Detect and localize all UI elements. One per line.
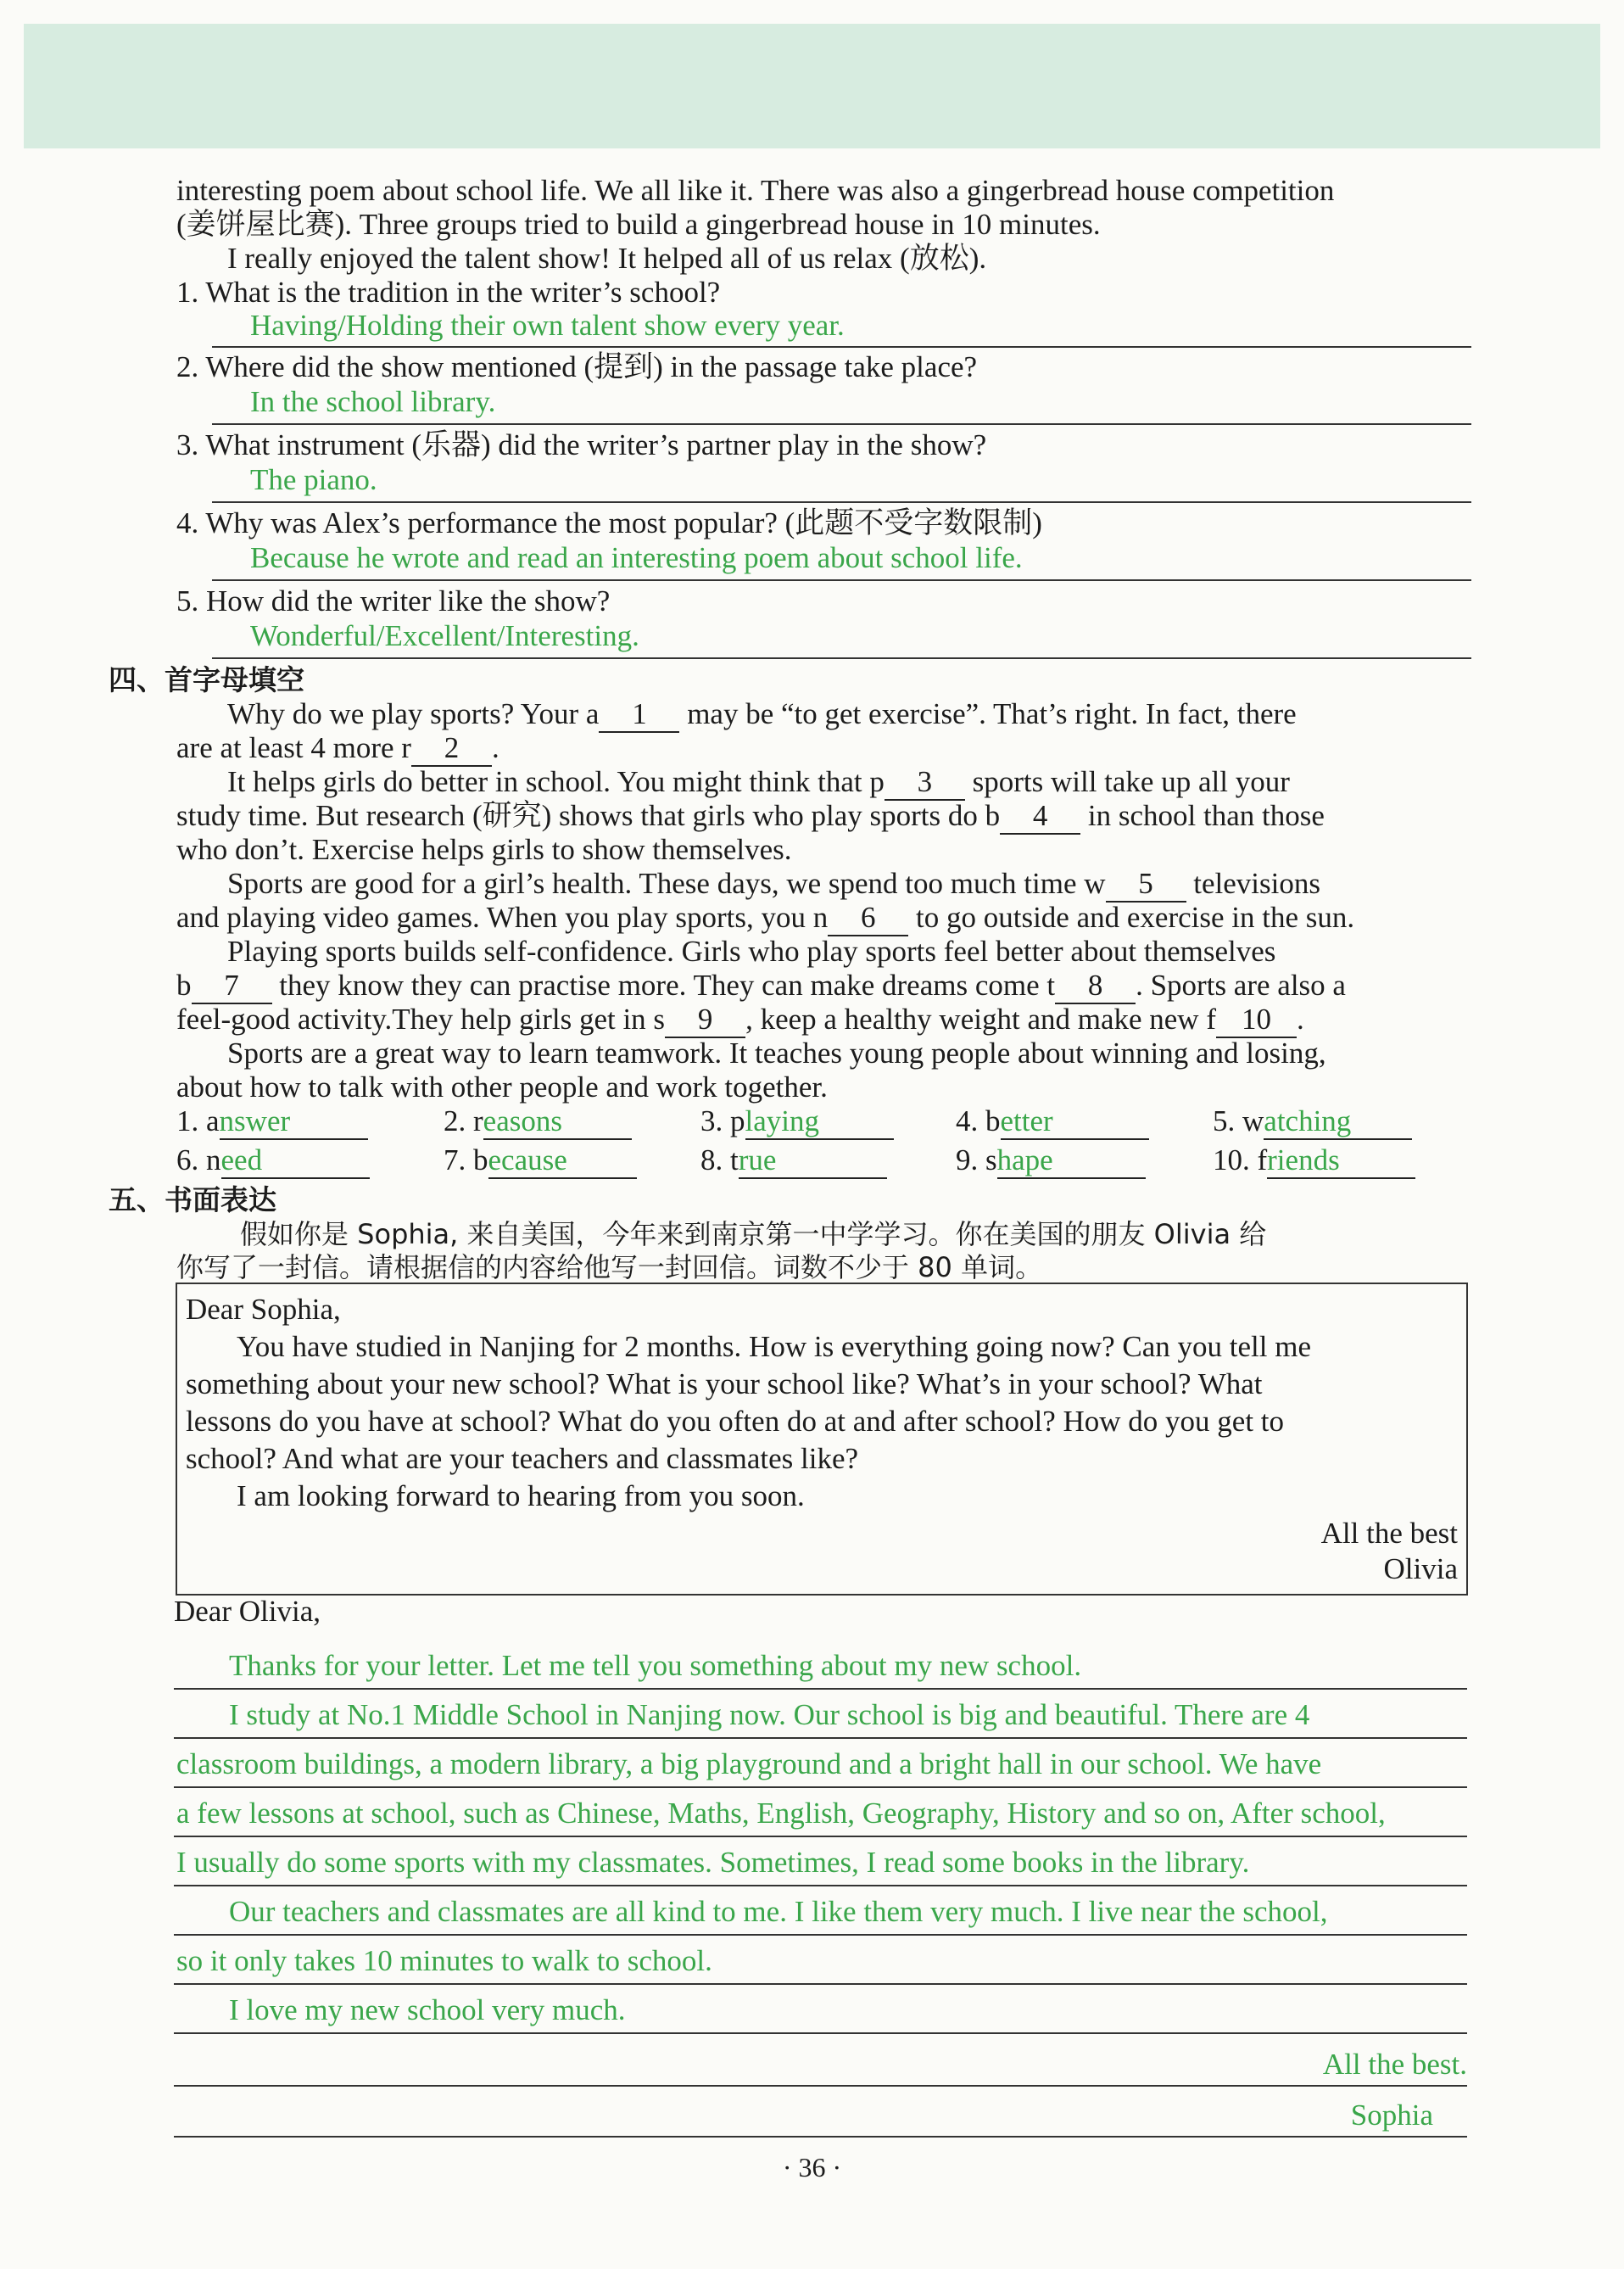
section-5-title: 五、书面表达 — [109, 1183, 276, 1216]
passage-line: (姜饼屋比赛). Three groups tried to build a gingerbread house in 10 minutes. — [176, 208, 1101, 241]
cloze-answer: 5. watching — [1213, 1104, 1412, 1140]
question-2: 2. Where did the show mentioned (提到) in the passage take place? — [176, 350, 978, 383]
writing-rule — [174, 2032, 1467, 2034]
writing-rule — [174, 1983, 1467, 1985]
letter-signature: Olivia — [1383, 1552, 1458, 1585]
cloze-blank: 1 — [599, 697, 679, 733]
reply-line: Thanks for your letter. Let me tell you something about my new school. — [229, 1649, 1082, 1682]
letter-box — [176, 1283, 1468, 1596]
answer-3: The piano. — [250, 463, 377, 496]
writing-rule — [174, 1836, 1467, 1837]
cloze-blank: 8 — [1055, 969, 1136, 1004]
reply-line: I love my new school very much. — [229, 1993, 626, 2026]
passage-line: interesting poem about school life. We all like it. There was also a gingerbread house competition — [176, 174, 1335, 207]
cloze-line: Playing sports builds self-confidence. Girls who play sports feel better about themselves — [227, 935, 1276, 968]
answer-rule — [212, 423, 1471, 425]
letter-line: You have studied in Nanjing for 2 months. How is everything going now? Can you tell me — [237, 1330, 1312, 1363]
letter-line: lessons do you have at school? What do you often do at and after school? How do you get to — [186, 1405, 1285, 1438]
cloze-blank: 7 — [192, 969, 272, 1004]
cloze-blank: 6 — [828, 901, 908, 936]
answer-1: Having/Holding their own talent show every year. — [250, 309, 845, 342]
letter-line: I am looking forward to hearing from you soon. — [237, 1479, 805, 1512]
answer-rule — [212, 501, 1471, 503]
answer-2: In the school library. — [250, 385, 496, 418]
reply-line: I usually do some sports with my classmates. Sometimes, I read some books in the library. — [176, 1846, 1250, 1879]
section-4-title: 四、首字母填空 — [109, 663, 304, 696]
reply-line: a few lessons at school, such as Chinese, Maths, English, Geography, History and so on, After school, — [176, 1797, 1386, 1830]
cloze-line: It helps girls do better in school. You might think that p 3 sports will take up all your — [227, 765, 1290, 801]
cloze-line: are at least 4 more r 2 . — [176, 731, 499, 767]
cloze-answer: 8. true — [700, 1143, 887, 1179]
passage-line: I really enjoyed the talent show! It helped all of us relax (放松). — [227, 242, 987, 275]
cloze-blank: 3 — [885, 765, 965, 801]
answer-rule — [212, 346, 1471, 348]
header-band — [24, 24, 1600, 148]
cloze-blank: 10 — [1216, 1003, 1297, 1038]
letter-line: something about your new school? What is your school like? What’s in your school? What — [186, 1367, 1263, 1400]
cloze-line: Sports are a great way to learn teamwork. It teaches young people about winning and losing, — [227, 1037, 1326, 1070]
cloze-answer: 1. answer — [176, 1104, 368, 1140]
cloze-answer: 10. friends — [1213, 1143, 1415, 1179]
cloze-answer: 4. better — [956, 1104, 1149, 1140]
cloze-blank: 9 — [665, 1003, 745, 1038]
page-number: · 36 · — [782, 2152, 842, 2182]
cloze-line: b 7 they know they can practise more. They can make dreams come t 8 . Sports are also a — [176, 969, 1346, 1004]
writing-rule — [174, 2085, 1467, 2087]
reply-line: I study at No.1 Middle School in Nanjing now. Our school is big and beautiful. There are 4 — [229, 1698, 1310, 1731]
cloze-blank: 5 — [1106, 867, 1186, 903]
answer-rule — [212, 657, 1471, 659]
letter-line: school? And what are your teachers and classmates like? — [186, 1442, 859, 1475]
reply-closing: All the best. — [1322, 2048, 1467, 2081]
cloze-blank: 4 — [1000, 799, 1080, 835]
cloze-line: about how to talk with other people and work together. — [176, 1070, 828, 1104]
cloze-line: and playing video games. When you play sports, you n 6 to go outside and exercise in the sun. — [176, 901, 1354, 936]
answer-4: Because he wrote and read an interesting poem about school life. — [250, 541, 1023, 574]
cloze-line: Sports are good for a girl’s health. These days, we spend too much time w 5 televisions — [227, 867, 1320, 903]
cloze-answer: 6. need — [176, 1143, 370, 1179]
answer-rule — [212, 579, 1471, 581]
cloze-line: feel-good activity.They help girls get in s 9 , keep a healthy weight and make new f 10 . — [176, 1003, 1304, 1038]
question-5: 5. How did the writer like the show? — [176, 584, 611, 618]
reply-line: so it only takes 10 minutes to walk to school. — [176, 1944, 712, 1977]
question-4: 4. Why was Alex’s performance the most popular? (此题不受字数限制) — [176, 506, 1042, 539]
writing-rule — [174, 1934, 1467, 1936]
cloze-answer: 7. because — [444, 1143, 637, 1179]
question-1: 1. What is the tradition in the writer’s school? — [176, 276, 721, 309]
letter-greeting: Dear Sophia, — [186, 1293, 341, 1326]
writing-rule — [174, 1885, 1467, 1886]
writing-prompt: 假如你是 Sophia, 来自美国，今年来到南京第一中学学习。你在美国的朋友 Olivia 给 — [240, 1218, 1267, 1250]
cloze-answer: 9. shape — [956, 1143, 1146, 1179]
writing-rule — [174, 1737, 1467, 1739]
cloze-blank: 2 — [411, 731, 492, 767]
letter-closing: All the best — [1320, 1517, 1458, 1550]
answer-5: Wonderful/Excellent/Interesting. — [250, 619, 639, 652]
cloze-answer: 3. playing — [700, 1104, 894, 1140]
writing-rule — [174, 1786, 1467, 1788]
cloze-line: study time. But research (研究) shows that girls who play sports do b 4 in school than those — [176, 799, 1325, 835]
reply-greeting: Dear Olivia, — [174, 1595, 321, 1628]
cloze-line: who don’t. Exercise helps girls to show themselves. — [176, 833, 792, 866]
writing-rule — [174, 1688, 1467, 1690]
writing-rule — [174, 2136, 1467, 2138]
reply-signature: Sophia — [1350, 2099, 1433, 2132]
reply-line: Our teachers and classmates are all kind to me. I like them very much. I live near the school, — [229, 1895, 1328, 1928]
cloze-line: Why do we play sports? Your a 1 may be “to get exercise”. That’s right. In fact, there — [227, 697, 1297, 733]
cloze-answer: 2. reasons — [444, 1104, 632, 1140]
question-3: 3. What instrument (乐器) did the writer’s partner play in the show? — [176, 428, 987, 461]
reply-line: classroom buildings, a modern library, a big playground and a bright hall in our school. We have — [176, 1747, 1322, 1780]
writing-prompt: 你写了一封信。请根据信的内容给他写一封回信。词数不少于 80 单词。 — [176, 1251, 1043, 1283]
